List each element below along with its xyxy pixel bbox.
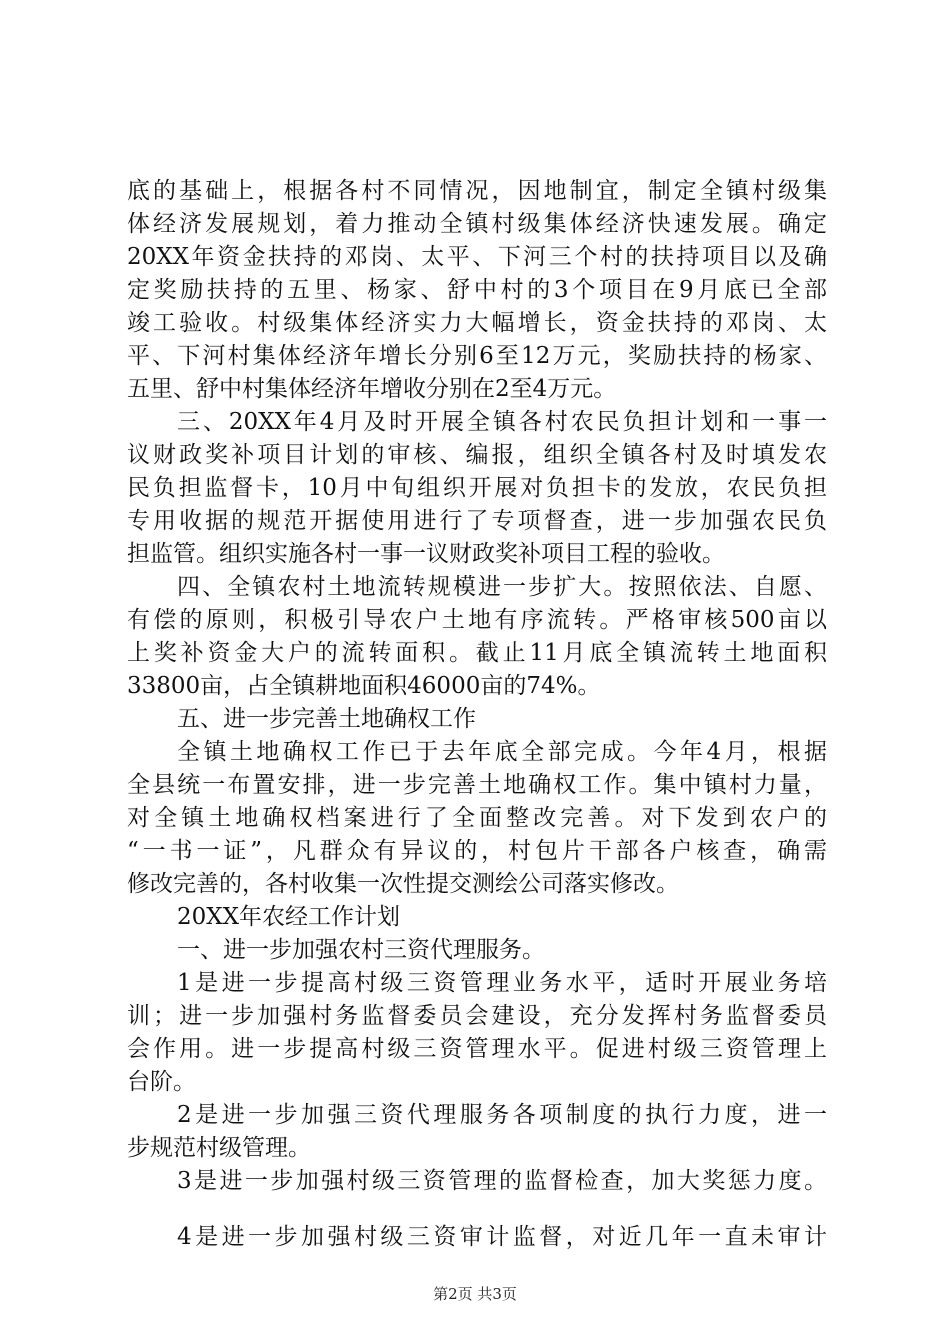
text-line: 竣工验收。村级集体经济实力大幅增长，资金扶持的邓岗、太 — [127, 310, 827, 336]
text-line: 2是进一步加强三资代理服务各项制度的执行力度，进一 — [177, 1102, 827, 1128]
text-line: 三、20XX年4月及时开展全镇各村农民负担计划和一事一 — [177, 409, 827, 435]
section-heading: 一、进一步加强农村三资代理服务。 — [177, 937, 545, 963]
text-line: 3是进一步加强村级三资管理的监督检查，加大奖惩力度。 — [177, 1168, 827, 1194]
text-line: 平、下河村集体经济年增长分别6至12万元，奖励扶持的杨家、 — [127, 343, 827, 369]
text-line: “一书一证”，凡群众有异议的，村包片干部各户核查，确需 — [127, 838, 827, 864]
text-line: 全镇土地确权工作已于去年底全部完成。今年4月，根据 — [177, 739, 827, 765]
text-line: 专用收据的规范开据使用进行了专项督查，进一步加强农民负 — [127, 508, 827, 534]
text-line: 担监管。组织实施各村一事一议财政奖补项目工程的验收。 — [127, 541, 725, 567]
text-line: 步规范村级管理。 — [127, 1135, 311, 1161]
text-line: 体经济发展规划，着力推动全镇村级集体经济快速发展。确定 — [127, 211, 827, 237]
text-line: 对全镇土地确权档案进行了全面整改完善。对下发到农户的 — [127, 805, 827, 831]
text-line: 五里、舒中村集体经济年增收分别在2至4万元。 — [127, 376, 617, 402]
text-line: 底的基础上，根据各村不同情况，因地制宜，制定全镇村级集 — [127, 178, 827, 204]
text-line: 训；进一步加强村务监督委员会建设，充分发挥村务监督委员 — [127, 1003, 827, 1029]
text-line: 全县统一布置安排，进一步完善土地确权工作。集中镇村力量， — [127, 772, 827, 798]
text-line: 台阶。 — [127, 1069, 196, 1095]
text-line: 20XX年资金扶持的邓岗、太平、下河三个村的扶持项目以及确 — [127, 244, 827, 270]
text-line: 民负担监督卡，10月中旬组织开展对负担卡的发放，农民负担 — [127, 475, 827, 501]
text-line: 1是进一步提高村级三资管理业务水平，适时开展业务培 — [177, 970, 827, 996]
section-heading: 五、进一步完善土地确权工作 — [177, 706, 476, 732]
text-line: 33800亩，占全镇耕地面积46000亩的74%。 — [127, 673, 601, 699]
text-line: 会作用。进一步提高村级三资管理水平。促进村级三资管理上 — [127, 1036, 827, 1062]
text-line: 定奖励扶持的五里、杨家、舒中村的3个项目在9月底已全部 — [127, 277, 827, 303]
text-line: 4是进一步加强村级三资审计监督，对近几年一直未审计 — [177, 1224, 827, 1250]
text-line: 修改完善的，各村收集一次性提交测绘公司落实修改。 — [127, 871, 679, 897]
text-line: 议财政奖补项目计划的审核、编报，组织全镇各村及时填发农 — [127, 442, 827, 468]
text-line: 上奖补资金大户的流转面积。截止11月底全镇流转土地面积 — [127, 640, 827, 666]
text-line: 四、全镇农村土地流转规模进一步扩大。按照依法、自愿、 — [177, 574, 827, 600]
section-heading: 20XX年农经工作计划 — [177, 904, 401, 930]
text-line: 有偿的原则，积极引导农户土地有序流转。严格审核500亩以 — [127, 607, 827, 633]
page-footer: 第2页 共3页 — [433, 1285, 517, 1303]
